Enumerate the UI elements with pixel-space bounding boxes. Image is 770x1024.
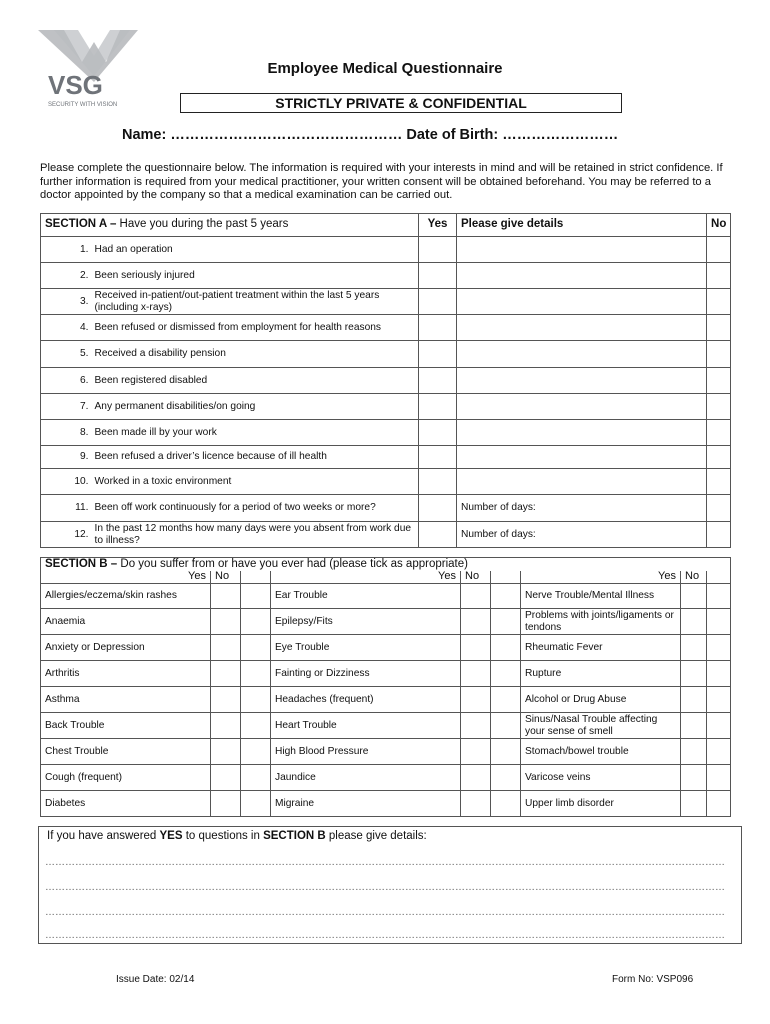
no-cell[interactable] (707, 661, 731, 687)
details-cell[interactable] (457, 420, 707, 446)
details-cell[interactable] (457, 469, 707, 495)
section-b-yes-no-row (41, 571, 731, 584)
no-label: No (461, 571, 491, 584)
section-b-row (41, 609, 731, 635)
condition-label: Stomach/bowel trouble (521, 739, 681, 765)
question-number: 1. (41, 237, 91, 263)
section-a-header (41, 214, 731, 237)
yes-cell[interactable] (211, 635, 241, 661)
condition-label: Ear Trouble (271, 584, 461, 609)
no-cell[interactable] (707, 739, 731, 765)
condition-label: Fainting or Dizziness (271, 661, 461, 687)
yes-cell[interactable] (681, 687, 707, 713)
no-cell[interactable] (707, 765, 731, 791)
condition-label: Back Trouble (41, 713, 211, 739)
yes-label: Yes (271, 571, 461, 584)
yes-cell[interactable] (211, 791, 241, 817)
condition-label: Anaemia (41, 609, 211, 635)
question-number: 4. (41, 315, 91, 341)
details-line[interactable]: …………………………………………………………………………………………………………………………………………………………………………………… (45, 882, 725, 893)
no-cell[interactable] (707, 495, 731, 522)
question-text: Been seriously injured (91, 263, 419, 289)
no-cell[interactable] (707, 341, 731, 368)
section-b-table (40, 557, 731, 817)
yes-cell[interactable] (461, 609, 491, 635)
condition-label: High Blood Pressure (271, 739, 461, 765)
no-cell[interactable] (491, 661, 521, 687)
question-number: 11. (41, 495, 91, 522)
issue-date: Issue Date: 02/14 (116, 974, 195, 985)
yes-cell[interactable] (419, 394, 457, 420)
yes-cell[interactable] (461, 791, 491, 817)
yes-cell[interactable] (461, 661, 491, 687)
details-cell[interactable] (457, 446, 707, 469)
details-cell[interactable] (457, 341, 707, 368)
name-dob-line[interactable]: Name: ………………………………………… Date of Birth: …………………… (122, 127, 619, 143)
condition-label: Sinus/Nasal Trouble affecting your sense of smell (521, 713, 681, 739)
yes-cell[interactable] (211, 687, 241, 713)
section-a-row (41, 237, 731, 263)
condition-label: Varicose veins (521, 765, 681, 791)
no-label: No (211, 571, 241, 584)
condition-label: Arthritis (41, 661, 211, 687)
question-number: 7. (41, 394, 91, 420)
yes-cell[interactable] (681, 635, 707, 661)
no-cell[interactable] (707, 315, 731, 341)
condition-label: Asthma (41, 687, 211, 713)
no-cell[interactable] (707, 687, 731, 713)
yes-cell[interactable] (461, 765, 491, 791)
details-line[interactable]: …………………………………………………………………………………………………………………………………………………………………………………… (45, 930, 725, 941)
condition-label: Epilepsy/Fits (271, 609, 461, 635)
details-cell[interactable] (457, 263, 707, 289)
yes-cell[interactable] (419, 420, 457, 446)
yes-cell[interactable] (419, 289, 457, 315)
condition-label: Jaundice (271, 765, 461, 791)
yes-cell[interactable] (419, 469, 457, 495)
question-number: 5. (41, 341, 91, 368)
intro-paragraph: Please complete the questionnaire below. The information is required with your interests in mind and will be retained in strict confidence. If further information is required from your medical practitioner, your written consent will be obtained beforehand. You may be referred to a doctor appointed by the company so that a medical examination can be carried out. (40, 162, 723, 201)
details-line[interactable]: …………………………………………………………………………………………………………………………………………………………………………………… (45, 907, 725, 918)
question-text: Worked in a toxic environment (91, 469, 419, 495)
yes-cell[interactable] (211, 765, 241, 791)
section-a-row (41, 394, 731, 420)
yes-cell[interactable] (461, 739, 491, 765)
no-cell[interactable] (491, 739, 521, 765)
details-box (38, 826, 742, 944)
no-cell[interactable] (241, 713, 271, 739)
no-label: No (681, 571, 707, 584)
question-number: 8. (41, 420, 91, 446)
section-b-row (41, 635, 731, 661)
no-cell[interactable] (491, 584, 521, 609)
yes-cell[interactable] (211, 739, 241, 765)
no-cell[interactable] (707, 522, 731, 548)
no-cell[interactable] (241, 609, 271, 635)
no-cell[interactable] (491, 713, 521, 739)
question-text: Had an operation (91, 237, 419, 263)
details-cell[interactable] (457, 394, 707, 420)
details-line[interactable]: …………………………………………………………………………………………………………………………………………………………………………………… (45, 857, 725, 868)
yes-cell[interactable] (419, 263, 457, 289)
section-a-row (41, 341, 731, 368)
section-a-row (41, 368, 731, 394)
condition-label: Diabetes (41, 791, 211, 817)
no-cell[interactable] (241, 635, 271, 661)
svg-text:VSG: VSG (48, 70, 103, 100)
yes-cell[interactable] (681, 791, 707, 817)
no-column-header: No (707, 214, 731, 237)
yes-cell[interactable] (419, 495, 457, 522)
svg-text:SECURITY WITH VISION: SECURITY WITH VISION (48, 102, 118, 108)
yes-column-header: Yes (419, 214, 457, 237)
no-cell[interactable] (241, 739, 271, 765)
question-number: 6. (41, 368, 91, 394)
no-cell[interactable] (707, 469, 731, 495)
yes-cell[interactable] (419, 315, 457, 341)
yes-cell[interactable] (419, 368, 457, 394)
no-cell[interactable] (491, 791, 521, 817)
section-b-row (41, 739, 731, 765)
yes-cell[interactable] (681, 584, 707, 609)
form-number: Form No: VSP096 (612, 974, 694, 985)
condition-label: Upper limb disorder (521, 791, 681, 817)
no-cell[interactable] (707, 289, 731, 315)
details-cell[interactable] (457, 289, 707, 315)
yes-cell[interactable] (681, 661, 707, 687)
section-a-row (41, 420, 731, 446)
section-a-title: SECTION A – Have you during the past 5 years (41, 214, 419, 237)
section-a-row (41, 315, 731, 341)
condition-label: Chest Trouble (41, 739, 211, 765)
details-cell[interactable] (457, 368, 707, 394)
section-b-row (41, 713, 731, 739)
form-title: Employee Medical Questionnaire (267, 60, 503, 77)
section-a-row (41, 446, 731, 469)
no-cell[interactable] (707, 263, 731, 289)
confidential-banner: STRICTLY PRIVATE & CONFIDENTIAL (180, 93, 622, 113)
no-cell[interactable] (707, 609, 731, 635)
no-cell[interactable] (707, 791, 731, 817)
no-cell[interactable] (707, 584, 731, 609)
details-label: If you have answered YES to questions in SECTION B please give details: (47, 830, 427, 842)
section-a-row (41, 522, 731, 548)
question-number: 2. (41, 263, 91, 289)
no-cell[interactable] (241, 791, 271, 817)
section-b-header (41, 558, 731, 572)
yes-cell[interactable] (461, 713, 491, 739)
condition-label: Headaches (frequent) (271, 687, 461, 713)
details-cell[interactable]: Number of days: (457, 522, 707, 548)
condition-label: Migraine (271, 791, 461, 817)
no-cell[interactable] (491, 687, 521, 713)
yes-cell[interactable] (681, 713, 707, 739)
condition-label: Problems with joints/ligaments or tendons (521, 609, 681, 635)
condition-label: Eye Trouble (271, 635, 461, 661)
no-cell[interactable] (707, 420, 731, 446)
question-text: Been off work continuously for a period of two weeks or more? (91, 495, 419, 522)
section-b-row (41, 791, 731, 817)
section-a-row (41, 469, 731, 495)
section-b-row (41, 584, 731, 609)
yes-cell[interactable] (211, 584, 241, 609)
no-cell[interactable] (241, 661, 271, 687)
no-cell[interactable] (707, 237, 731, 263)
question-text: Been refused a driver’s licence because of ill health (91, 446, 419, 469)
no-cell[interactable] (707, 713, 731, 739)
section-a-table (40, 213, 731, 548)
condition-label: Allergies/eczema/skin rashes (41, 584, 211, 609)
yes-cell[interactable] (681, 609, 707, 635)
no-cell[interactable] (707, 446, 731, 469)
yes-cell[interactable] (681, 765, 707, 791)
yes-cell[interactable] (419, 237, 457, 263)
condition-label: Rupture (521, 661, 681, 687)
details-cell[interactable] (457, 237, 707, 263)
section-b-row (41, 661, 731, 687)
question-text: Been refused or dismissed from employment for health reasons (91, 315, 419, 341)
details-cell[interactable]: Number of days: (457, 495, 707, 522)
no-cell[interactable] (707, 394, 731, 420)
yes-cell[interactable] (211, 661, 241, 687)
yes-cell[interactable] (419, 522, 457, 548)
question-number: 3. (41, 289, 91, 315)
no-cell[interactable] (491, 635, 521, 661)
condition-label: Nerve Trouble/Mental Illness (521, 584, 681, 609)
yes-label: Yes (521, 571, 681, 584)
question-text: Been registered disabled (91, 368, 419, 394)
yes-cell[interactable] (461, 687, 491, 713)
no-cell[interactable] (491, 609, 521, 635)
yes-cell[interactable] (419, 341, 457, 368)
condition-label: Alcohol or Drug Abuse (521, 687, 681, 713)
no-cell[interactable] (241, 584, 271, 609)
no-cell[interactable] (241, 687, 271, 713)
condition-label: Rheumatic Fever (521, 635, 681, 661)
yes-cell[interactable] (419, 446, 457, 469)
no-cell[interactable] (241, 765, 271, 791)
condition-label: Anxiety or Depression (41, 635, 211, 661)
details-cell[interactable] (457, 315, 707, 341)
section-b-row (41, 687, 731, 713)
question-text: Received a disability pension (91, 341, 419, 368)
yes-cell[interactable] (461, 584, 491, 609)
no-cell[interactable] (491, 765, 521, 791)
question-text: Any permanent disabilities/on going (91, 394, 419, 420)
question-number: 12. (41, 522, 91, 548)
no-cell[interactable] (707, 368, 731, 394)
condition-label: Heart Trouble (271, 713, 461, 739)
section-a-row (41, 495, 731, 522)
no-cell[interactable] (707, 635, 731, 661)
yes-cell[interactable] (211, 609, 241, 635)
question-text: Received in-patient/out-patient treatment within the last 5 years (including x-rays) (91, 289, 419, 315)
details-column-header: Please give details (457, 214, 707, 237)
yes-label: Yes (41, 571, 211, 584)
yes-cell[interactable] (461, 635, 491, 661)
yes-cell[interactable] (211, 713, 241, 739)
question-number: 10. (41, 469, 91, 495)
question-text: In the past 12 months how many days were you absent from work due to illness? (91, 522, 419, 548)
section-a-row (41, 263, 731, 289)
section-b-row (41, 765, 731, 791)
yes-cell[interactable] (681, 739, 707, 765)
condition-label: Cough (frequent) (41, 765, 211, 791)
section-a-row (41, 289, 731, 315)
question-text: Been made ill by your work (91, 420, 419, 446)
section-b-title: SECTION B – Do you suffer from or have you ever had (please tick as appropriate) (41, 558, 731, 572)
question-number: 9. (41, 446, 91, 469)
